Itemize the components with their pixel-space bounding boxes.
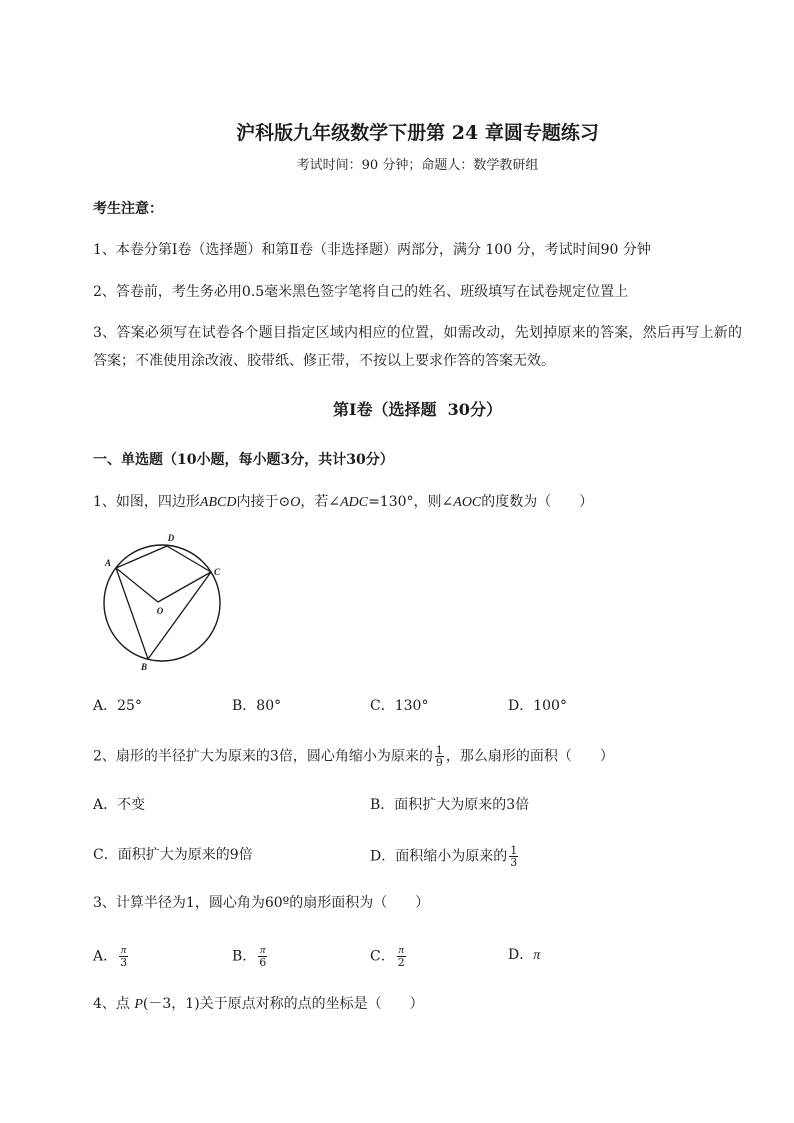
question-1-option-d — [508, 696, 567, 722]
quadrilateral-abcd — [116, 546, 211, 659]
option-text: 不变 — [117, 797, 146, 813]
question-3-option-a — [93, 945, 130, 971]
circle-o — [104, 545, 220, 661]
section-heading: 一、单选题（10小题，每小题3分，共计30分） — [93, 452, 394, 468]
numerator: 1 — [435, 744, 443, 757]
question-1-option-b — [232, 696, 281, 722]
question-1-option-c — [370, 696, 428, 722]
stem-text: 3、计算半径为1，圆心角为60º的扇形面积为（ ） — [93, 895, 430, 911]
option-label: B． — [232, 948, 257, 965]
stem-text: (－3，1)关于原点对称的点的坐标是（ ） — [142, 996, 424, 1012]
notice-item-3: 3、答案必须写在试卷各个题目指定区域内相应的位置，如需改动，先划掉原来的答案，然后再写上新的答案；不准使用涂改液、胶带纸、修正带，不按以上要求作答的答案无效。 — [93, 325, 742, 369]
question-2-option-c — [93, 845, 253, 871]
question-4-stem — [93, 994, 753, 1016]
part-one-title: 第Ⅰ卷（选择题 30分） — [333, 400, 502, 419]
page-title: 沪科版九年级数学下册第 24 章圆专题练习 — [236, 122, 599, 144]
stem-text: 的度数为（ ） — [481, 494, 594, 510]
option-label: A． — [93, 948, 118, 965]
fraction — [119, 945, 128, 968]
option-label: A． — [93, 698, 118, 714]
point-label-d: D — [167, 533, 175, 543]
stem-text: 4、点 — [93, 996, 135, 1012]
option-label: D． — [508, 698, 534, 714]
option-text: π — [533, 948, 541, 963]
fraction — [258, 945, 267, 968]
stem-text: 2、扇形的半径扩大为原来的3倍，圆心角缩小为原来的 — [93, 748, 433, 765]
math-var: P — [134, 997, 143, 1012]
option-label: D． — [508, 947, 534, 963]
option-label: B． — [232, 698, 257, 714]
option-text: 面积扩大为原来的3倍 — [394, 797, 530, 813]
option-label: B． — [370, 797, 395, 813]
question-3-option-c — [370, 945, 408, 971]
numerator: π — [398, 944, 404, 956]
numerator: π — [260, 944, 266, 956]
question-2-option-d — [370, 845, 520, 871]
exam-info: 考试时间：90 分钟；命题人：数学教研组 — [296, 158, 539, 173]
point-label-b: B — [140, 662, 148, 672]
question-1-option-a — [93, 696, 142, 722]
option-text: 80° — [256, 698, 282, 714]
question-2-option-b — [370, 795, 529, 821]
radii-oa-oc — [116, 568, 211, 602]
option-text: 面积扩大为原来的9倍 — [117, 847, 253, 863]
stem-text: ，那么扇形的面积（ ） — [445, 748, 614, 765]
option-text: 25° — [117, 698, 142, 714]
stem-text: ，若∠ — [300, 494, 341, 510]
stem-text: =130°，则∠ — [368, 494, 454, 510]
question-3-stem — [93, 893, 753, 915]
math-var: AOC — [453, 495, 482, 510]
fraction — [509, 845, 518, 868]
math-var: O — [290, 495, 301, 510]
denominator: 6 — [259, 956, 267, 969]
option-text: 130° — [394, 698, 429, 714]
option-label: C． — [370, 948, 395, 965]
question-1-stem — [93, 492, 753, 514]
question-2-stem — [93, 745, 753, 773]
math-var: ABCD — [199, 495, 237, 510]
numerator: 1 — [510, 844, 518, 857]
point-label-o: O — [156, 606, 164, 616]
fraction — [435, 745, 444, 768]
stem-text: 内接于⊙ — [236, 494, 291, 510]
denominator: 3 — [510, 856, 518, 869]
question-3-option-b — [232, 945, 269, 971]
option-label: A． — [93, 797, 118, 813]
fraction — [397, 945, 406, 968]
point-label-a: A — [104, 558, 112, 568]
stem-text: 1、如图，四边形 — [93, 494, 200, 510]
option-label: D． — [370, 848, 396, 865]
option-text: 面积缩小为原来的 — [395, 848, 508, 865]
numerator: π — [120, 944, 127, 956]
question-2-option-a — [93, 795, 145, 821]
question-3-option-d — [508, 945, 540, 971]
denominator: 2 — [397, 956, 405, 969]
circle-figure — [98, 530, 233, 675]
denominator: 3 — [120, 956, 128, 969]
notice-heading: 考生注意： — [93, 201, 163, 217]
option-label: C． — [370, 698, 395, 714]
option-text: 100° — [533, 698, 567, 714]
notice-item-1: 1、本卷分第Ⅰ卷（选择题）和第Ⅱ卷（非选择题）两部分，满分 100 分，考试时间90 分钟 — [93, 242, 651, 258]
point-label-c: C — [213, 567, 221, 577]
option-label: C． — [93, 847, 118, 863]
notice-item-2: 2、答卷前，考生务必用0.5毫米黑色签字笔将自己的姓名、班级填写在试卷规定位置上 — [93, 284, 629, 300]
math-var: ADC — [340, 495, 369, 510]
denominator: 9 — [435, 756, 443, 769]
